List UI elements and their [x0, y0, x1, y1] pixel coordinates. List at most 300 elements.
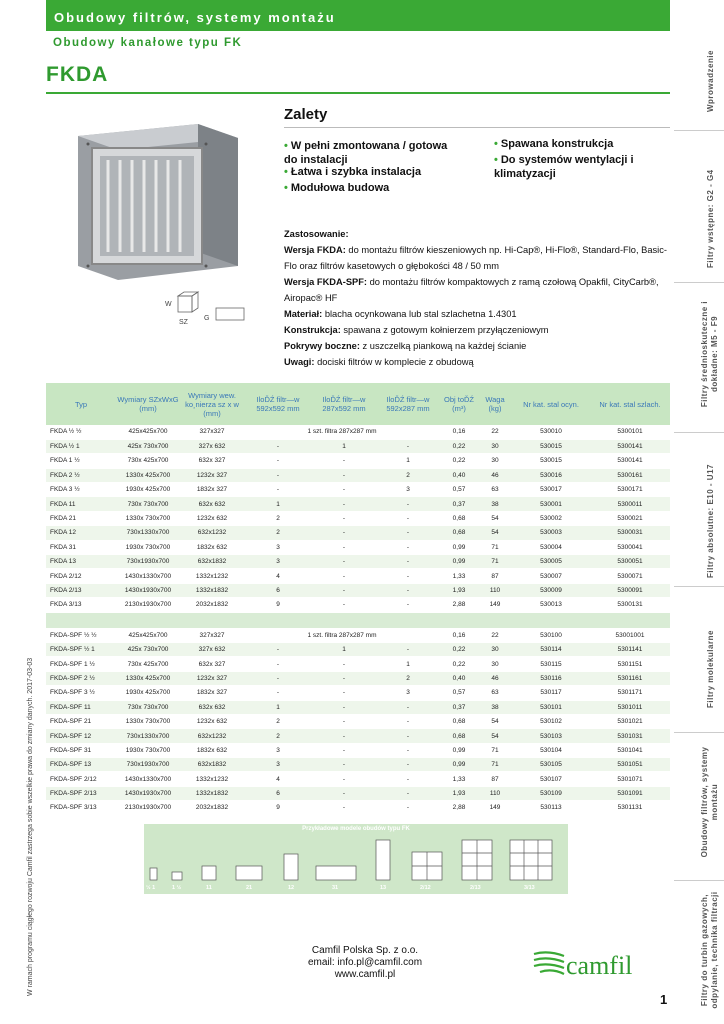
table-cell: FKDA-SPF 2/13 — [46, 786, 116, 800]
table-cell: 0,40 — [440, 671, 478, 685]
table-cell: FKDA 2/12 — [46, 569, 116, 583]
table-cell: 1,93 — [440, 583, 478, 597]
table-cell: 1332x1832 — [180, 786, 244, 800]
table-row — [46, 743, 670, 757]
table-cell: 1 — [376, 454, 440, 468]
table-row — [46, 583, 670, 597]
table-cell: 5300071 — [590, 569, 670, 583]
col-header: Nr kat. stal ocyn. — [512, 383, 590, 425]
table-cell: - — [376, 772, 440, 786]
table-cell: 1 — [312, 439, 376, 453]
table-cell: 0,68 — [440, 511, 478, 525]
table-cell: - — [312, 497, 376, 511]
table-row — [46, 671, 670, 685]
table-cell: 1430x1930x700 — [116, 583, 180, 597]
col-header: Obj toĎŹ (m³) — [440, 383, 478, 425]
table-cell: 530015 — [512, 454, 590, 468]
table-cell: 149 — [478, 801, 512, 815]
diagram-title: Przykładowe modele obudów typu FK — [302, 826, 410, 832]
table-cell: 530105 — [512, 758, 590, 772]
table-cell: 30 — [478, 657, 512, 671]
table-cell: 730x1930x700 — [116, 555, 180, 569]
table-cell: 54 — [478, 526, 512, 540]
table-cell: 3 — [376, 483, 440, 497]
section-header: Obudowy filtrów, systemy montażu — [46, 0, 670, 31]
table-cell: 30 — [478, 642, 512, 656]
table-cell: 54 — [478, 511, 512, 525]
models-diagram — [144, 824, 568, 894]
table-cell: - — [376, 786, 440, 800]
table-cell: - — [244, 657, 312, 671]
table-cell: - — [376, 583, 440, 597]
table-cell: 2 — [244, 729, 312, 743]
table-cell: 1832x 632 — [180, 743, 244, 757]
table-cell: 3 — [376, 686, 440, 700]
page-number: 1 — [660, 992, 668, 1007]
table-cell: 1430x1930x700 — [116, 786, 180, 800]
table-cell: 1232x 632 — [180, 511, 244, 525]
dim-label-w: W — [165, 301, 172, 308]
col-header: IloĎŹ filtr—w 592x287 mm — [376, 383, 440, 425]
advantage-item: • Łatwa i szybka instalacja — [284, 166, 422, 178]
table-cell: 0,16 — [440, 628, 478, 642]
table-cell: - — [312, 526, 376, 540]
table-cell: 730x1930x700 — [116, 758, 180, 772]
title-divider — [46, 92, 670, 94]
table-cell: - — [244, 671, 312, 685]
table-cell: FKDA-SPF ½ ½ — [46, 628, 116, 642]
table-cell: - — [376, 801, 440, 815]
table-cell: FKDA-SPF 2/12 — [46, 772, 116, 786]
table-cell: 54 — [478, 729, 512, 743]
table-cell: - — [376, 729, 440, 743]
col-header: IloĎŹ filtr—w 592x592 mm — [244, 383, 312, 425]
table-cell: 1832x 327 — [180, 483, 244, 497]
table-cell: 0,22 — [440, 439, 478, 453]
table-cell: 71 — [478, 758, 512, 772]
table-cell: 730x 425x700 — [116, 454, 180, 468]
diagram-label: 21 — [246, 885, 253, 891]
table-cell: 530114 — [512, 642, 590, 656]
table-row — [46, 425, 670, 439]
table-row — [46, 540, 670, 554]
table-cell: 5300041 — [590, 540, 670, 554]
table-row — [46, 628, 670, 642]
table-cell: - — [312, 772, 376, 786]
table-cell: 530104 — [512, 743, 590, 757]
page-title: FKDA — [46, 63, 109, 86]
table-row — [46, 497, 670, 511]
table-cell: 530016 — [512, 468, 590, 482]
table-cell: 1 szt. filtra 287x287 mm — [244, 425, 440, 439]
table-cell: 2 — [244, 511, 312, 525]
table-cell: 0,57 — [440, 686, 478, 700]
table-cell: 110 — [478, 786, 512, 800]
diagram-label: 1 ½ — [172, 885, 182, 891]
table-cell: 530107 — [512, 772, 590, 786]
table-cell: 2,88 — [440, 598, 478, 612]
table-cell: 1930x 425x700 — [116, 483, 180, 497]
col-header: Wymiary SZxWxG (mm) — [116, 383, 180, 425]
table-cell: - — [376, 497, 440, 511]
table-cell: 530103 — [512, 729, 590, 743]
table-cell: - — [376, 555, 440, 569]
col-header: IloĎŹ filtr—w 287x592 mm — [312, 383, 376, 425]
table-cell: 5301131 — [590, 801, 670, 815]
table-cell: - — [376, 700, 440, 714]
table-cell: 1430x1330x700 — [116, 772, 180, 786]
table-cell: - — [244, 439, 312, 453]
table-cell: FKDA 13 — [46, 555, 116, 569]
table-cell: 1430x1330x700 — [116, 569, 180, 583]
advantage-item: • Modułowa budowa — [284, 182, 390, 194]
table-cell: FKDA ½ 1 — [46, 439, 116, 453]
table-cell: - — [312, 569, 376, 583]
sidebar-divider — [674, 282, 724, 283]
table-cell: 87 — [478, 772, 512, 786]
table-cell: 632x1232 — [180, 729, 244, 743]
table-row — [46, 454, 670, 468]
table-row — [46, 569, 670, 583]
diagram-label: 2/12 — [420, 885, 431, 891]
table-row — [46, 657, 670, 671]
table-cell: 1930x 425x700 — [116, 686, 180, 700]
table-cell: 1232x 327 — [180, 468, 244, 482]
table-cell: 71 — [478, 555, 512, 569]
table-cell: 1330x 730x700 — [116, 714, 180, 728]
table-cell: FKDA 2 ½ — [46, 468, 116, 482]
diagram-shapes — [144, 824, 568, 894]
table-cell: 530100 — [512, 628, 590, 642]
table-cell: 1332x1832 — [180, 583, 244, 597]
dim-label-g: G — [204, 315, 210, 322]
dim-label-sz: SZ — [179, 319, 188, 326]
table-cell: 632x 327 — [180, 454, 244, 468]
table-cell: 4 — [244, 569, 312, 583]
table-cell: FKDA-SPF 21 — [46, 714, 116, 728]
table-cell: FKDA 31 — [46, 540, 116, 554]
advantage-item: • W pełni zmontowana / gotowa do instalacji — [284, 140, 448, 166]
col-header: Nr kat. stal szlach. — [590, 383, 670, 425]
table-cell: 730x 730x700 — [116, 700, 180, 714]
table-cell: 327x327 — [180, 628, 244, 642]
footer-address — [290, 945, 440, 981]
table-cell: 54 — [478, 714, 512, 728]
table-cell: 530013 — [512, 598, 590, 612]
table-cell: 6 — [244, 786, 312, 800]
table-row — [46, 714, 670, 728]
diagram-label: ½ 1 — [146, 885, 156, 891]
table-row — [46, 526, 670, 540]
advantage-item: • Spawana konstrukcja — [494, 138, 614, 150]
table-row — [46, 786, 670, 800]
table-cell: FKDA-SPF 2 ½ — [46, 671, 116, 685]
table-cell: 530009 — [512, 583, 590, 597]
table-cell: 1930x 730x700 — [116, 743, 180, 757]
table-cell: 30 — [478, 439, 512, 453]
table-cell: FKDA-SPF 3 ½ — [46, 686, 116, 700]
table-cell: - — [244, 454, 312, 468]
table-cell: 730x 730x700 — [116, 497, 180, 511]
table-row — [46, 758, 670, 772]
table-cell: 530001 — [512, 497, 590, 511]
col-header: Wymiary wew. ko¸nierza sz x w (mm) — [180, 383, 244, 425]
table-cell: 530101 — [512, 700, 590, 714]
svg-text:camfil: camfil — [566, 951, 633, 980]
table-cell: 632x1232 — [180, 526, 244, 540]
table-cell: 2 — [376, 468, 440, 482]
table-cell: 0,57 — [440, 483, 478, 497]
table-cell: 2 — [376, 671, 440, 685]
col-header: Waga (kg) — [478, 383, 512, 425]
table-cell: 149 — [478, 598, 512, 612]
table-cell: - — [376, 439, 440, 453]
table-cell: FKDA 3/13 — [46, 598, 116, 612]
table-cell: 530004 — [512, 540, 590, 554]
table-cell: - — [376, 642, 440, 656]
table-cell: 5301031 — [590, 729, 670, 743]
table-cell: 1332x1232 — [180, 569, 244, 583]
sidebar-divider — [674, 732, 724, 733]
diagram-label: 13 — [380, 885, 387, 891]
table-cell: - — [312, 511, 376, 525]
table-cell: 5300031 — [590, 526, 670, 540]
table-cell: 38 — [478, 700, 512, 714]
table-cell: FKDA ½ ½ — [46, 425, 116, 439]
table-cell: 327x327 — [180, 425, 244, 439]
table-cell: 425x 730x700 — [116, 439, 180, 453]
table-cell: - — [244, 468, 312, 482]
table-cell: 0,68 — [440, 729, 478, 743]
table-cell: 530102 — [512, 714, 590, 728]
subsection-header: Obudowy kanałowe typu FK — [53, 37, 243, 49]
table-cell: - — [376, 569, 440, 583]
table-cell: 53001001 — [590, 628, 670, 642]
col-header: Typ — [46, 383, 116, 425]
table-cell: 530003 — [512, 526, 590, 540]
table-row — [46, 483, 670, 497]
table-row — [46, 598, 670, 612]
table-cell: 327x 632 — [180, 642, 244, 656]
table-row — [46, 686, 670, 700]
advantages-heading: Zalety — [284, 106, 328, 123]
advantage-item: • Do systemów wentylacji i klimatyzacji — [494, 154, 634, 180]
description-block: Zastosowanie: Wersja FKDA: do montażu filtrów kieszeniowych np. Hi-Cap®, Hi-Flo®, Standard-Flo, Basic-Flo oraz filtrów kasetowych o głębokości 48 / 50 mm Wersja FKDA-SPF: do montażu filtrów kompaktowych z ramą czołową Opakfil, CityCarb®, Airopac® HF Materiał: blacha ocynkowana lub stal szlachetna 1.4301 Konstrukcja: spawana z gotowym kołnierzem przyłączeniowym Pokrywy boczne: z uszczelką piankową na każdej ścianie Uwagi: dociski filtrów w komplecie z obudową — [284, 229, 667, 367]
table-cell: 0,37 — [440, 497, 478, 511]
table-cell: 46 — [478, 671, 512, 685]
table-cell: 71 — [478, 743, 512, 757]
table-cell: 5300131 — [590, 598, 670, 612]
table-cell: 1 szt. filtra 287x287 mm — [244, 628, 440, 642]
table-cell: 5300161 — [590, 468, 670, 482]
table-cell: 5301091 — [590, 786, 670, 800]
table-cell: - — [376, 540, 440, 554]
table-cell: - — [312, 786, 376, 800]
table-cell: - — [312, 555, 376, 569]
table-cell: 1332x1232 — [180, 772, 244, 786]
table-cell: 632x1832 — [180, 555, 244, 569]
product-table — [46, 383, 670, 816]
legal-note: W ramach programu ciągłego rozwoju Camfil zastrzega sobie wszelkie prawa do zmiany danych. 2017-03-03 — [27, 657, 34, 996]
table-cell: - — [312, 758, 376, 772]
sidebar-divider — [674, 432, 724, 433]
diagram-label: 31 — [332, 885, 339, 891]
table-cell: - — [312, 583, 376, 597]
table-cell: - — [244, 642, 312, 656]
table-row — [46, 772, 670, 786]
table-cell: 5301071 — [590, 772, 670, 786]
company-website[interactable]: www.camfil.pl — [334, 969, 396, 980]
table-cell: 30 — [478, 454, 512, 468]
table-cell: 1,93 — [440, 786, 478, 800]
table-cell: 5301051 — [590, 758, 670, 772]
table-cell: 22 — [478, 425, 512, 439]
table-cell: 530017 — [512, 483, 590, 497]
table-cell: 0,68 — [440, 526, 478, 540]
table-row — [46, 468, 670, 482]
table-cell: 9 — [244, 598, 312, 612]
sidebar-divider — [674, 586, 724, 587]
table-cell: 425x425x700 — [116, 628, 180, 642]
table-cell: - — [376, 758, 440, 772]
table-cell: - — [376, 598, 440, 612]
table-cell: 5300171 — [590, 483, 670, 497]
table-cell: 1330x 425x700 — [116, 468, 180, 482]
table-cell: 2032x1832 — [180, 801, 244, 815]
table-cell: FKDA 2/13 — [46, 583, 116, 597]
table-cell: 1232x 327 — [180, 671, 244, 685]
table-cell: FKDA 12 — [46, 526, 116, 540]
product-image — [48, 116, 268, 286]
table-cell: FKDA-SPF 1 ½ — [46, 657, 116, 671]
table-cell: 632x1832 — [180, 758, 244, 772]
table-cell: 530115 — [512, 657, 590, 671]
table-cell: 730x 425x700 — [116, 657, 180, 671]
table-cell: - — [312, 540, 376, 554]
table-cell: - — [244, 686, 312, 700]
table-cell: - — [312, 671, 376, 685]
table-cell: 3 — [244, 555, 312, 569]
table-cell: 0,22 — [440, 454, 478, 468]
table-cell: 5300101 — [590, 425, 670, 439]
table-cell: 71 — [478, 540, 512, 554]
table-cell: 0,40 — [440, 468, 478, 482]
table-cell: 1,33 — [440, 569, 478, 583]
table-cell: 730x1330x700 — [116, 729, 180, 743]
sidebar-divider — [674, 880, 724, 881]
table-cell: - — [312, 468, 376, 482]
table-cell: 5300141 — [590, 439, 670, 453]
table-cell: FKDA 1 ½ — [46, 454, 116, 468]
table-cell: FKDA-SPF ½ 1 — [46, 642, 116, 656]
table-cell: 1 — [312, 642, 376, 656]
dimension-drawing — [160, 288, 250, 328]
table-cell: - — [312, 714, 376, 728]
table-cell: 5301021 — [590, 714, 670, 728]
table-cell: 425x425x700 — [116, 425, 180, 439]
table-cell: FKDA-SPF 31 — [46, 743, 116, 757]
table-cell: 4 — [244, 772, 312, 786]
table-cell: 5300141 — [590, 454, 670, 468]
table-cell: 0,22 — [440, 642, 478, 656]
table-cell: - — [376, 743, 440, 757]
table-cell: 110 — [478, 583, 512, 597]
table-cell: - — [244, 483, 312, 497]
camfil-logo — [530, 944, 658, 980]
table-cell: 87 — [478, 569, 512, 583]
table-row — [46, 555, 670, 569]
table-spacer-row — [46, 612, 670, 628]
table-cell: 5300021 — [590, 511, 670, 525]
table-cell: 530002 — [512, 511, 590, 525]
table-cell: 0,37 — [440, 700, 478, 714]
table-cell: 0,99 — [440, 540, 478, 554]
table-cell: 5301011 — [590, 700, 670, 714]
diagram-label: 2/13 — [470, 885, 481, 891]
table-cell: 0,16 — [440, 425, 478, 439]
table-cell: 530109 — [512, 786, 590, 800]
table-cell: 530015 — [512, 439, 590, 453]
table-cell: 3 — [244, 540, 312, 554]
table-cell: 1232x 632 — [180, 714, 244, 728]
table-cell: FKDA-SPF 12 — [46, 729, 116, 743]
table-cell: 1832x 632 — [180, 540, 244, 554]
table-cell: 1 — [244, 700, 312, 714]
table-cell: 530010 — [512, 425, 590, 439]
table-cell: 0,22 — [440, 657, 478, 671]
table-cell: FKDA 21 — [46, 511, 116, 525]
diagram-label: 11 — [206, 885, 212, 891]
company-email[interactable]: email: info.pl@camfil.com — [307, 957, 423, 968]
table-cell: 5301141 — [590, 642, 670, 656]
table-cell: FKDA-SPF 11 — [46, 700, 116, 714]
table-cell: 425x 730x700 — [116, 642, 180, 656]
table-cell: 5301151 — [590, 657, 670, 671]
table-cell: - — [312, 743, 376, 757]
table-cell: 1330x 730x700 — [116, 511, 180, 525]
table-row — [46, 801, 670, 815]
table-cell: - — [376, 511, 440, 525]
table-cell: 5301041 — [590, 743, 670, 757]
table-cell: FKDA-SPF 3/13 — [46, 801, 116, 815]
table-cell: 1,33 — [440, 772, 478, 786]
table-cell: 22 — [478, 628, 512, 642]
table-cell: 0,99 — [440, 758, 478, 772]
table-cell: - — [312, 598, 376, 612]
table-row — [46, 439, 670, 453]
table-cell: 2130x1930x700 — [116, 801, 180, 815]
table-cell: 1832x 327 — [180, 686, 244, 700]
table-row — [46, 642, 670, 656]
table-cell: 2 — [244, 714, 312, 728]
table-cell: 632x 327 — [180, 657, 244, 671]
table-cell: - — [312, 454, 376, 468]
table-cell: - — [376, 526, 440, 540]
table-cell: 5300051 — [590, 555, 670, 569]
table-cell: 530113 — [512, 801, 590, 815]
diagram-label: 12 — [288, 885, 295, 891]
table-cell: 3 — [244, 743, 312, 757]
table-cell: 5300091 — [590, 583, 670, 597]
table-cell: 3 — [244, 758, 312, 772]
advantages-divider — [284, 127, 670, 128]
table-cell: - — [312, 657, 376, 671]
table-cell: 63 — [478, 686, 512, 700]
table-cell: FKDA 11 — [46, 497, 116, 511]
table-cell: 5301171 — [590, 686, 670, 700]
table-cell: 730x1330x700 — [116, 526, 180, 540]
table-cell: 0,99 — [440, 555, 478, 569]
